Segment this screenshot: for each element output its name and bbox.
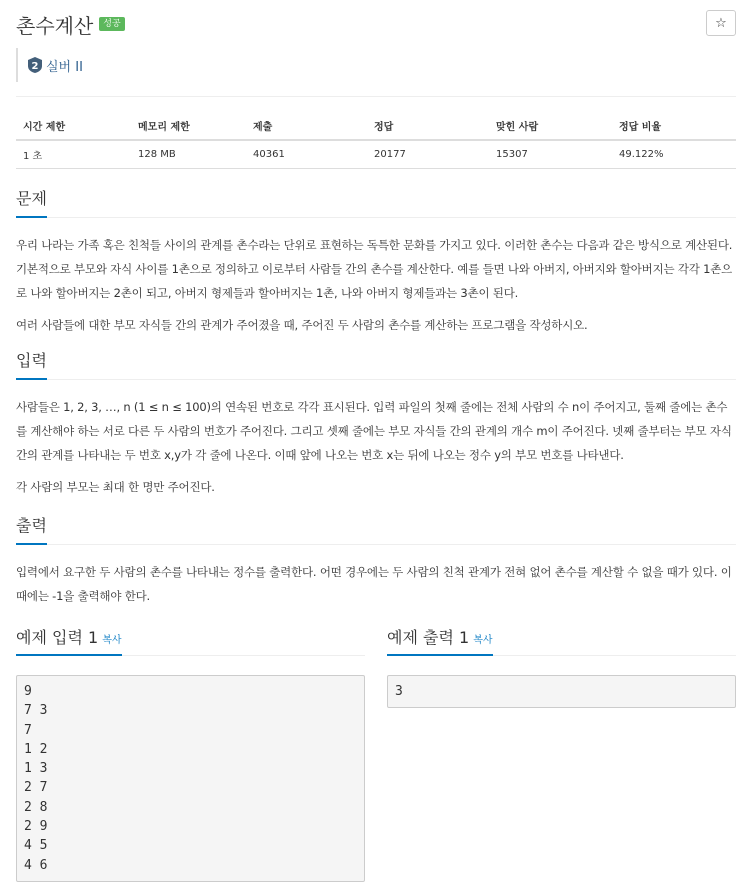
table-cell: 49.122% xyxy=(612,140,736,169)
paragraph: 각 사람의 부모는 최대 한 명만 주어진다. xyxy=(16,480,215,494)
sample-output-content[interactable]: 3 xyxy=(387,675,736,708)
tier-info[interactable] xyxy=(16,48,83,82)
status-badge: 성공 xyxy=(99,17,124,31)
table-cell: 1 초 xyxy=(16,140,131,169)
page-title: 촌수계산 xyxy=(16,13,94,38)
table-row xyxy=(16,140,736,169)
sample-output-title-text: 예제 출력 1 xyxy=(387,628,470,647)
section-title: 출력 xyxy=(16,514,47,545)
table-header-row xyxy=(16,112,736,140)
table-header: 시간 제한 xyxy=(16,112,131,140)
sample-output-title xyxy=(387,628,493,656)
input-section xyxy=(16,349,736,499)
paragraph: 입력에서 요구한 두 사람의 촌수를 나타내는 정수를 출력한다. 어떤 경우에는 두 사람의 친척 관계가 전혀 없어 촌수를 계산할 수 없을 때가 있다. 이때에는 -1을 출력해야 한다. xyxy=(16,565,732,603)
paragraph: 여러 사람들에 대한 부모 자식들 간의 관계가 주어졌을 때, 주어진 두 사람의 촌수를 계산하는 프로그램을 작성하시오. xyxy=(16,318,588,332)
tier-label[interactable]: 실버 II xyxy=(46,59,83,75)
problem-section xyxy=(16,187,736,337)
section-head xyxy=(387,628,736,656)
copy-sample-input-link[interactable]: 복사 xyxy=(102,635,122,646)
silver-2-tier-icon xyxy=(28,57,42,73)
sample-input xyxy=(16,628,365,882)
section-head xyxy=(16,349,736,380)
sample-input-title xyxy=(16,628,122,656)
section-head xyxy=(16,628,365,656)
section-title: 문제 xyxy=(16,187,47,218)
output-description xyxy=(16,560,736,608)
section-head xyxy=(16,187,736,218)
sample-input-title-text: 예제 입력 1 xyxy=(16,628,99,647)
output-section xyxy=(16,514,736,608)
paragraph: 사람들은 1, 2, 3, …, n (1 ≤ n ≤ 100)의 연속된 번호로 각각 표시된다. 입력 파일의 첫째 줄에는 전체 사람의 수 n이 주어지고, 둘째 줄에는 촌수를 계산해야 하는 서로 다른 두 사람의 번호가 주어진다. 그리고 셋째 줄에는 부모 자식들 간의 관계의 개수 m이 주어진다. 넷째 줄부터는 부모 자식간의 관계를 나타내는 두 번호 x,y가 각 줄에 나온다. 이때 앞에 나오는 번호 x는 뒤에 나오는 정수 y의 부모 번호를 나타낸다. xyxy=(16,400,732,462)
divider xyxy=(16,96,736,97)
table-header: 정답 xyxy=(367,112,489,140)
table-header: 메모리 제한 xyxy=(131,112,246,140)
table-cell[interactable]: 20177 xyxy=(367,140,489,169)
problem-header xyxy=(16,10,736,90)
sample-input-content[interactable]: 9 7 3 7 1 2 1 3 2 7 2 8 2 9 4 5 4 6 xyxy=(16,675,365,882)
table-header: 맞힌 사람 xyxy=(489,112,612,140)
problem-description xyxy=(16,233,736,337)
sample-output xyxy=(387,628,736,708)
copy-sample-output-link[interactable]: 복사 xyxy=(473,635,493,646)
section-head xyxy=(16,514,736,545)
svg-text:2: 2 xyxy=(31,61,39,72)
table-cell: 128 MB xyxy=(131,140,246,169)
star-button[interactable]: ☆ xyxy=(706,10,736,36)
problem-info-table xyxy=(16,112,736,169)
table-header: 정답 비율 xyxy=(612,112,736,140)
input-description xyxy=(16,395,736,499)
paragraph: 우리 나라는 가족 혹은 친척들 사이의 관계를 촌수라는 단위로 표현하는 독특한 문화를 가지고 있다. 이러한 촌수는 다음과 같은 방식으로 계산된다. 기본적으로 부모와 자식 사이를 1촌으로 정의하고 이로부터 사람들 간의 촌수를 계산한다. 예를 들면 나와 아버지, 아버지와 할아버지는 각각 1촌으로 나와 할아버지는 2촌이 되고, 아버지 형제들과 할아버지는 1촌, 나와 아버지 형제들과는 3촌이 된다. xyxy=(16,238,733,300)
table-cell[interactable]: 40361 xyxy=(246,140,367,169)
title-row xyxy=(16,10,736,38)
table-cell[interactable]: 15307 xyxy=(489,140,612,169)
section-title: 입력 xyxy=(16,349,47,380)
table-header: 제출 xyxy=(246,112,367,140)
